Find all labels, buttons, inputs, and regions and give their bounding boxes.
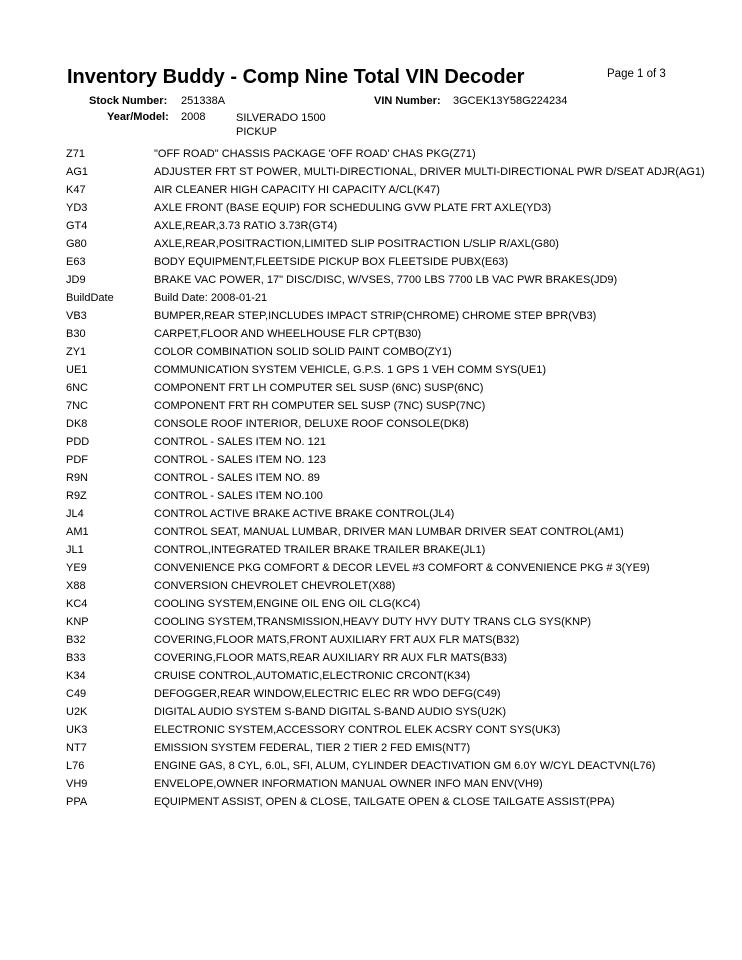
option-row	[66, 183, 738, 197]
option-row	[66, 777, 738, 791]
option-code: Z71	[66, 148, 85, 160]
option-description: ENVELOPE,OWNER INFORMATION MANUAL OWNER INFO MAN ENV(VH9)	[154, 778, 543, 790]
option-row	[66, 201, 738, 215]
option-code: YD3	[66, 202, 88, 214]
option-description: DIGITAL AUDIO SYSTEM S-BAND DIGITAL S-BAND AUDIO SYS(U2K)	[154, 706, 507, 718]
option-description: CONVENIENCE PKG COMFORT & DECOR LEVEL #3 COMFORT & CONVENIENCE PKG # 3(YE9)	[154, 562, 650, 574]
option-code: UE1	[66, 364, 88, 376]
option-row	[66, 525, 738, 539]
option-row	[66, 579, 738, 593]
option-row	[66, 651, 738, 665]
option-code: B33	[66, 652, 86, 664]
option-code: KC4	[66, 598, 88, 610]
option-description: CONTROL - SALES ITEM NO. 89	[154, 472, 320, 484]
option-row	[66, 471, 738, 485]
option-code: PDD	[66, 436, 90, 448]
option-row	[66, 417, 738, 431]
option-code: PPA	[66, 796, 88, 808]
page-title: Inventory Buddy - Comp Nine Total VIN Decoder	[67, 66, 525, 88]
option-row	[66, 543, 738, 557]
option-row	[66, 759, 738, 773]
option-code: K34	[66, 670, 86, 682]
option-row	[66, 147, 738, 161]
option-code: VH9	[66, 778, 88, 790]
option-description: AIR CLEANER HIGH CAPACITY HI CAPACITY A/CL(K47)	[154, 184, 440, 196]
option-row	[66, 795, 738, 809]
option-code: GT4	[66, 220, 88, 232]
stock-number-value: 251338A	[181, 95, 226, 107]
option-code: L76	[66, 760, 85, 772]
option-code: R9N	[66, 472, 89, 484]
option-description: Build Date: 2008-01-21	[154, 292, 268, 304]
option-code: G80	[66, 238, 87, 250]
option-description: ELECTRONIC SYSTEM,ACCESSORY CONTROL ELEK ACSRY CONT SYS(UK3)	[154, 724, 561, 736]
option-code: JL4	[66, 508, 84, 520]
option-description: "OFF ROAD" CHASSIS PACKAGE 'OFF ROAD' CHAS PKG(Z71)	[154, 148, 476, 160]
option-description: AXLE,REAR,3.73 RATIO 3.73R(GT4)	[154, 220, 338, 232]
option-description: COMMUNICATION SYSTEM VEHICLE, G.P.S. 1 GPS 1 VEH COMM SYS(UE1)	[154, 364, 546, 376]
option-code: DK8	[66, 418, 88, 430]
option-description: COOLING SYSTEM,ENGINE OIL ENG OIL CLG(KC4)	[154, 598, 421, 610]
option-row	[66, 273, 738, 287]
option-code: AM1	[66, 526, 89, 538]
option-code: B32	[66, 634, 86, 646]
option-description: CONTROL - SALES ITEM NO. 121	[154, 436, 326, 448]
option-row	[66, 561, 738, 575]
option-row	[66, 291, 738, 305]
option-code-list	[66, 147, 738, 813]
year-value: 2008	[181, 111, 206, 123]
model-value: SILVERADO 1500 PICKUP	[236, 112, 326, 138]
option-code: R9Z	[66, 490, 87, 502]
page-indicator: Page 1 of 3	[607, 68, 666, 80]
option-row	[66, 669, 738, 683]
option-description: CONTROL ACTIVE BRAKE ACTIVE BRAKE CONTROL(JL4)	[154, 508, 455, 520]
option-description: COLOR COMBINATION SOLID SOLID PAINT COMBO(ZY1)	[154, 346, 452, 358]
option-row	[66, 633, 738, 647]
option-row	[66, 435, 738, 449]
option-description: COVERING,FLOOR MATS,REAR AUXILIARY RR AUX FLR MATS(B33)	[154, 652, 508, 664]
option-row	[66, 741, 738, 755]
option-row	[66, 597, 738, 611]
option-description: CARPET,FLOOR AND WHEELHOUSE FLR CPT(B30)	[154, 328, 422, 340]
option-code: E63	[66, 256, 86, 268]
option-description: CONTROL,INTEGRATED TRAILER BRAKE TRAILER BRAKE(JL1)	[154, 544, 486, 556]
option-row	[66, 489, 738, 503]
option-row	[66, 309, 738, 323]
option-description: COMPONENT FRT LH COMPUTER SEL SUSP (6NC) SUSP(6NC)	[154, 382, 484, 394]
vin-label: VIN Number:	[374, 95, 441, 107]
option-code: NT7	[66, 742, 87, 754]
vin-value: 3GCEK13Y58G224234	[453, 95, 568, 107]
option-row	[66, 255, 738, 269]
option-description: COOLING SYSTEM,TRANSMISSION,HEAVY DUTY HVY DUTY TRANS CLG SYS(KNP)	[154, 616, 592, 628]
option-row	[66, 327, 738, 341]
option-description: AXLE FRONT (BASE EQUIP) FOR SCHEDULING GVW PLATE FRT AXLE(YD3)	[154, 202, 552, 214]
option-row	[66, 687, 738, 701]
stock-number-label: Stock Number:	[89, 95, 168, 107]
option-code: U2K	[66, 706, 88, 718]
option-code: PDF	[66, 454, 88, 466]
option-code: C49	[66, 688, 87, 700]
option-description: BODY EQUIPMENT,FLEETSIDE PICKUP BOX FLEETSIDE PUBX(E63)	[154, 256, 509, 268]
option-code: B30	[66, 328, 86, 340]
option-row	[66, 165, 738, 179]
option-description: CONTROL - SALES ITEM NO.100	[154, 490, 323, 502]
option-row	[66, 615, 738, 629]
option-code: K47	[66, 184, 86, 196]
option-description: COMPONENT FRT RH COMPUTER SEL SUSP (7NC) SUSP(7NC)	[154, 400, 486, 412]
option-description: DEFOGGER,REAR WINDOW,ELECTRIC ELEC RR WDO DEFG(C49)	[154, 688, 501, 700]
year-model-label: Year/Model:	[107, 111, 169, 123]
option-description: BUMPER,REAR STEP,INCLUDES IMPACT STRIP(CHROME) CHROME STEP BPR(VB3)	[154, 310, 597, 322]
option-code: 7NC	[66, 400, 89, 412]
option-row	[66, 219, 738, 233]
option-description: COVERING,FLOOR MATS,FRONT AUXILIARY FRT AUX FLR MATS(B32)	[154, 634, 520, 646]
option-code: KNP	[66, 616, 89, 628]
option-description: CONSOLE ROOF INTERIOR, DELUXE ROOF CONSOLE(DK8)	[154, 418, 469, 430]
option-row	[66, 507, 738, 521]
option-description: CONTROL SEAT, MANUAL LUMBAR, DRIVER MAN LUMBAR DRIVER SEAT CONTROL(AM1)	[154, 526, 624, 538]
option-row	[66, 237, 738, 251]
option-code: JL1	[66, 544, 84, 556]
option-code: X88	[66, 580, 86, 592]
option-description: ENGINE GAS, 8 CYL, 6.0L, SFI, ALUM, CYLINDER DEACTIVATION GM 6.0Y W/CYL DEACTVN(L76)	[154, 760, 656, 772]
option-description: BRAKE VAC POWER, 17" DISC/DISC, W/VSES, 7700 LBS 7700 LB VAC PWR BRAKES(JD9)	[154, 274, 618, 286]
option-description: EQUIPMENT ASSIST, OPEN & CLOSE, TAILGATE OPEN & CLOSE TAILGATE ASSIST(PPA)	[154, 796, 615, 808]
option-row	[66, 453, 738, 467]
option-row	[66, 705, 738, 719]
option-code: 6NC	[66, 382, 89, 394]
option-description: CONTROL - SALES ITEM NO. 123	[154, 454, 326, 466]
option-code: YE9	[66, 562, 87, 574]
option-description: CRUISE CONTROL,AUTOMATIC,ELECTRONIC CRCONT(K34)	[154, 670, 471, 682]
option-row	[66, 363, 738, 377]
option-row	[66, 399, 738, 413]
option-description: ADJUSTER FRT ST POWER, MULTI-DIRECTIONAL, DRIVER MULTI-DIRECTIONAL PWR D/SEAT ADJR(AG1)	[154, 166, 705, 178]
option-description: AXLE,REAR,POSITRACTION,LIMITED SLIP POSITRACTION L/SLIP R/AXL(G80)	[154, 238, 559, 250]
option-code: VB3	[66, 310, 87, 322]
option-code: ZY1	[66, 346, 87, 358]
option-description: CONVERSION CHEVROLET CHEVROLET(X88)	[154, 580, 396, 592]
option-row	[66, 381, 738, 395]
option-row	[66, 345, 738, 359]
option-description: EMISSION SYSTEM FEDERAL, TIER 2 TIER 2 FED EMIS(NT7)	[154, 742, 471, 754]
option-code: AG1	[66, 166, 89, 178]
option-code: JD9	[66, 274, 86, 286]
option-code: BuildDate	[66, 292, 114, 304]
option-code: UK3	[66, 724, 88, 736]
option-row	[66, 723, 738, 737]
